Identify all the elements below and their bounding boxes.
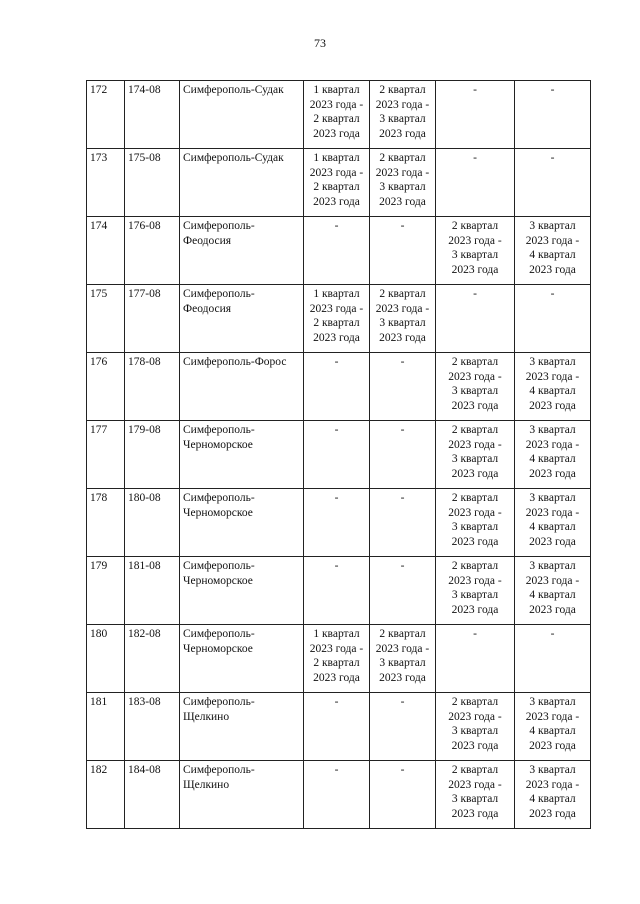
period-3-text: 2 квартал 2023 года - 3 квартал 2023 года (448, 356, 502, 412)
table-cell-row-number (87, 81, 125, 149)
table-cell-period-4 (515, 217, 591, 285)
table-cell-route-name (180, 557, 304, 625)
table-cell-row-number (87, 557, 125, 625)
table-cell-period-1 (304, 761, 370, 829)
table-cell-route-code (125, 421, 180, 489)
table-cell-route-code (125, 285, 180, 353)
table-cell-route-code (125, 557, 180, 625)
route-code-text: 179-08 (128, 424, 161, 436)
table-cell-row-number (87, 761, 125, 829)
table-cell-route-code (125, 81, 180, 149)
table-cell-period-3 (436, 149, 515, 217)
route-name-text: Симферополь- Щелкино (183, 696, 255, 723)
period-4-text: 3 квартал 2023 года - 4 квартал 2023 года (525, 696, 580, 752)
period-1-text: - (334, 492, 339, 504)
period-1-text: - (334, 424, 339, 436)
route-code-text: 181-08 (128, 560, 161, 572)
row-number-text: 173 (90, 152, 108, 164)
route-name-text: Симферополь-Судак (183, 152, 284, 164)
table-row (87, 489, 591, 557)
route-code-text: 178-08 (128, 356, 161, 368)
period-3-text: 2 квартал 2023 года - 3 квартал 2023 года (448, 696, 502, 752)
table-cell-period-1 (304, 489, 370, 557)
period-4-text: 3 квартал 2023 года - 4 квартал 2023 года (525, 356, 580, 412)
table-cell-row-number (87, 421, 125, 489)
table-cell-period-2 (370, 81, 436, 149)
table-cell-period-2 (370, 149, 436, 217)
table-row (87, 761, 591, 829)
table-cell-period-4 (515, 81, 591, 149)
period-2-text: 2 квартал 2023 года - 3 квартал 2023 года (375, 84, 430, 140)
table-cell-row-number (87, 285, 125, 353)
route-name-text: Симферополь- Щелкино (183, 764, 255, 791)
period-2-text: 2 квартал 2023 года - 3 квартал 2023 года (375, 288, 430, 344)
table-cell-period-1 (304, 421, 370, 489)
table-cell-route-code (125, 693, 180, 761)
period-1-text: - (334, 560, 339, 572)
table-row (87, 81, 591, 149)
route-name-text: Симферополь- Феодосия (183, 288, 255, 315)
period-4-text: - (550, 84, 555, 96)
table-body (87, 81, 591, 829)
route-name-text: Симферополь- Черноморское (183, 424, 255, 451)
table-cell-period-1 (304, 81, 370, 149)
table-cell-period-2 (370, 693, 436, 761)
period-2-text: 2 квартал 2023 года - 3 квартал 2023 года (375, 152, 430, 208)
table-cell-period-3 (436, 693, 515, 761)
route-name-text: Симферополь- Черноморское (183, 628, 255, 655)
table-cell-period-1 (304, 149, 370, 217)
route-code-text: 174-08 (128, 84, 161, 96)
table-cell-route-code (125, 625, 180, 693)
period-1-text: 1 квартал 2023 года - 2 квартал 2023 года (309, 288, 364, 344)
route-name-text: Симферополь- Феодосия (183, 220, 255, 247)
table-row (87, 693, 591, 761)
table-cell-period-3 (436, 761, 515, 829)
period-4-text: - (550, 288, 555, 300)
table-cell-period-4 (515, 557, 591, 625)
table-cell-row-number (87, 489, 125, 557)
table-row (87, 353, 591, 421)
period-2-text: - (400, 492, 405, 504)
table-cell-route-code (125, 761, 180, 829)
period-3-text: - (473, 84, 477, 96)
table-cell-row-number (87, 353, 125, 421)
table-cell-period-4 (515, 285, 591, 353)
period-4-text: - (550, 152, 555, 164)
table-cell-route-code (125, 489, 180, 557)
period-1-text: - (334, 696, 339, 708)
route-code-text: 180-08 (128, 492, 161, 504)
table-cell-period-2 (370, 353, 436, 421)
table-cell-route-name (180, 625, 304, 693)
table-cell-period-2 (370, 285, 436, 353)
row-number-text: 176 (90, 356, 108, 368)
period-2-text: - (400, 696, 405, 708)
period-3-text: 2 квартал 2023 года - 3 квартал 2023 года (448, 424, 502, 480)
period-4-text: 3 квартал 2023 года - 4 квартал 2023 года (525, 764, 580, 820)
table-cell-period-2 (370, 421, 436, 489)
table-cell-route-name (180, 421, 304, 489)
route-code-text: 183-08 (128, 696, 161, 708)
table-cell-period-4 (515, 149, 591, 217)
row-number-text: 180 (90, 628, 108, 640)
page-number: 73 (314, 36, 326, 50)
table-row (87, 421, 591, 489)
period-4-text: 3 квартал 2023 года - 4 квартал 2023 года (525, 492, 580, 548)
period-3-text: - (473, 152, 477, 164)
table-row (87, 285, 591, 353)
period-1-text: 1 квартал 2023 года - 2 квартал 2023 года (309, 628, 364, 684)
row-number-text: 172 (90, 84, 108, 96)
route-code-text: 184-08 (128, 764, 161, 776)
row-number-text: 174 (90, 220, 108, 232)
table-cell-row-number (87, 693, 125, 761)
table-cell-period-4 (515, 625, 591, 693)
period-1-text: 1 квартал 2023 года - 2 квартал 2023 года (309, 152, 364, 208)
table-cell-period-3 (436, 489, 515, 557)
table-cell-row-number (87, 217, 125, 285)
period-1-text: - (334, 356, 339, 368)
table-cell-period-1 (304, 353, 370, 421)
period-1-text: - (334, 220, 339, 232)
table-cell-period-4 (515, 693, 591, 761)
period-4-text: 3 квартал 2023 года - 4 квартал 2023 года (525, 560, 580, 616)
table-cell-route-name (180, 693, 304, 761)
route-code-text: 175-08 (128, 152, 161, 164)
table-cell-period-3 (436, 557, 515, 625)
table-cell-route-code (125, 353, 180, 421)
table-cell-route-name (180, 149, 304, 217)
period-2-text: - (400, 424, 405, 436)
table-cell-period-2 (370, 489, 436, 557)
table-row (87, 217, 591, 285)
route-name-text: Симферополь- Черноморское (183, 560, 255, 587)
row-number-text: 181 (90, 696, 108, 708)
table-cell-period-1 (304, 625, 370, 693)
table-cell-period-2 (370, 625, 436, 693)
table-cell-period-2 (370, 217, 436, 285)
table-row (87, 625, 591, 693)
table-cell-period-3 (436, 217, 515, 285)
row-number-text: 177 (90, 424, 108, 436)
table-cell-period-1 (304, 557, 370, 625)
table-cell-period-4 (515, 489, 591, 557)
table-cell-route-name (180, 217, 304, 285)
period-3-text: 2 квартал 2023 года - 3 квартал 2023 года (448, 220, 502, 276)
table-cell-row-number (87, 149, 125, 217)
period-3-text: - (473, 628, 477, 640)
route-code-text: 177-08 (128, 288, 161, 300)
period-2-text: 2 квартал 2023 года - 3 квартал 2023 года (375, 628, 430, 684)
route-name-text: Симферополь-Судак (183, 84, 284, 96)
period-3-text: - (473, 288, 477, 300)
route-name-text: Симферополь-Форос (183, 356, 287, 368)
table-cell-period-3 (436, 353, 515, 421)
period-3-text: 2 квартал 2023 года - 3 квартал 2023 года (448, 492, 502, 548)
table-cell-period-4 (515, 353, 591, 421)
table-cell-route-code (125, 217, 180, 285)
period-3-text: 2 квартал 2023 года - 3 квартал 2023 года (448, 560, 502, 616)
row-number-text: 182 (90, 764, 108, 776)
table-cell-route-name (180, 81, 304, 149)
table-cell-period-3 (436, 285, 515, 353)
period-2-text: - (400, 560, 405, 572)
table-cell-period-2 (370, 761, 436, 829)
table-cell-route-code (125, 149, 180, 217)
table-cell-period-1 (304, 693, 370, 761)
table-cell-period-1 (304, 217, 370, 285)
period-2-text: - (400, 356, 405, 368)
period-2-text: - (400, 764, 405, 776)
period-1-text: 1 квартал 2023 года - 2 квартал 2023 года (309, 84, 364, 140)
schedule-table (86, 80, 591, 829)
table-cell-period-4 (515, 761, 591, 829)
period-2-text: - (400, 220, 405, 232)
table-row (87, 557, 591, 625)
period-3-text: 2 квартал 2023 года - 3 квартал 2023 года (448, 764, 502, 820)
row-number-text: 178 (90, 492, 108, 504)
table-row (87, 149, 591, 217)
table-cell-row-number (87, 625, 125, 693)
table-cell-route-name (180, 489, 304, 557)
table-cell-route-name (180, 761, 304, 829)
table-cell-route-name (180, 353, 304, 421)
row-number-text: 179 (90, 560, 108, 572)
table-cell-period-3 (436, 625, 515, 693)
table-cell-period-4 (515, 421, 591, 489)
period-4-text: 3 квартал 2023 года - 4 квартал 2023 года (525, 220, 580, 276)
period-4-text: - (550, 628, 555, 640)
period-4-text: 3 квартал 2023 года - 4 квартал 2023 года (525, 424, 580, 480)
route-code-text: 176-08 (128, 220, 161, 232)
table-cell-period-3 (436, 81, 515, 149)
table-cell-period-3 (436, 421, 515, 489)
table-cell-period-2 (370, 557, 436, 625)
row-number-text: 175 (90, 288, 108, 300)
route-code-text: 182-08 (128, 628, 161, 640)
route-name-text: Симферополь- Черноморское (183, 492, 255, 519)
period-1-text: - (334, 764, 339, 776)
table-cell-route-name (180, 285, 304, 353)
table-cell-period-1 (304, 285, 370, 353)
